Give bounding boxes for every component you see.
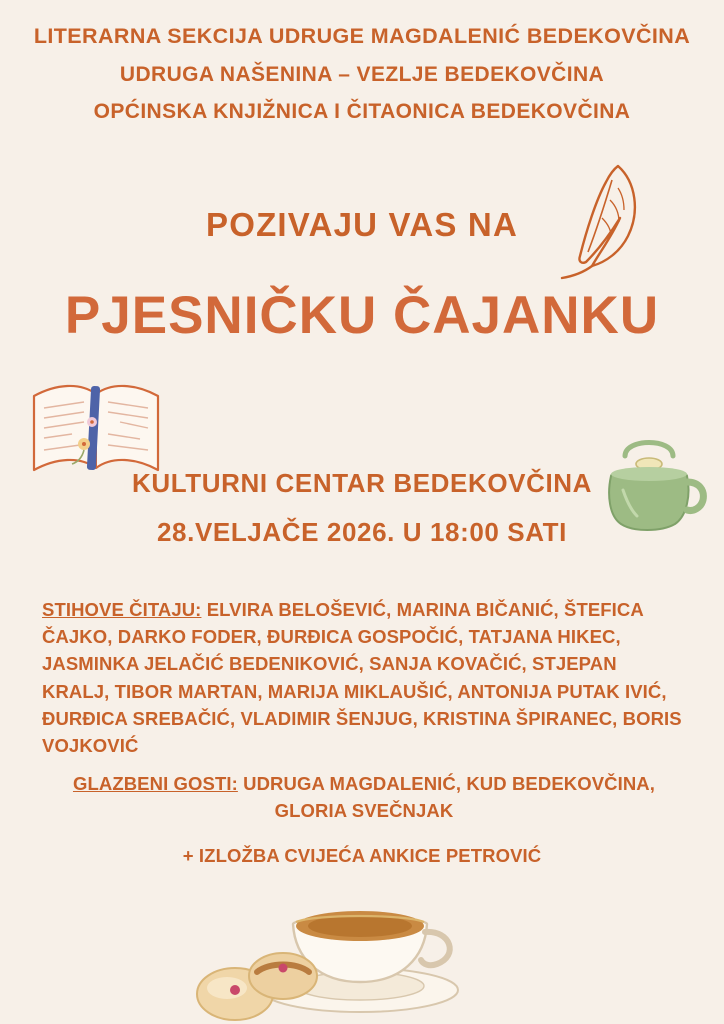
organisers-header xyxy=(0,26,724,138)
guests-block xyxy=(42,770,686,824)
guests-names: UDRUGA MAGDALENIĆ, KUD BEDEKOVČINA, GLORIA SVEČNJAK xyxy=(237,773,656,822)
organiser-line-3: OPĆINSKA KNJIŽNICA I ČITAONICA BEDEKOVČINA xyxy=(93,99,631,123)
poster-title: PJESNIČKU ČAJANKU xyxy=(64,286,660,345)
guests-label: GLAZBENI GOSTI: xyxy=(72,773,238,794)
teacup-and-donuts-icon xyxy=(175,872,505,1022)
readers-label: STIHOVE ČITAJU: xyxy=(42,599,202,620)
venue-line: KULTURNI CENTAR BEDEKOVČINA xyxy=(131,468,593,498)
organiser-line-1: LITERARNA SEKCIJA UDRUGE MAGDALENIĆ BEDEKOVČINA xyxy=(33,24,691,48)
date-line: 28.VELJAČE 2026. U 18:00 SATI xyxy=(157,517,567,547)
organiser-line-2: UDRUGA NAŠENINA – VEZLJE BEDEKOVČINA xyxy=(119,62,605,86)
extra-note: + IZLOŽBA CVIJEĆA ANKICE PETROVIĆ xyxy=(182,845,542,866)
invite-line: POZIVAJU VAS NA xyxy=(206,206,518,243)
readers-block xyxy=(42,596,686,759)
readers-names: ELVIRA BELOŠEVIĆ, MARINA BIČANIĆ, ŠTEFICA ČAJKO, DARKO FODER, ĐURĐICA GOSPOČIĆ, TATJANA HIKEC, JASMINKA JELAČIĆ BEDENIKOVIĆ, SANJA KOVAČIĆ, STJEPAN KRALJ, TIBOR MARTAN, MARIJA MIKLAUŠIĆ, ANTONIJA PUTAK IVIĆ, ĐURĐICA SREBAČIĆ, VLADIMIR ŠENJUG, KRISTINA ŠPIRANEC, BORIS VOJKOVIĆ xyxy=(42,599,682,756)
